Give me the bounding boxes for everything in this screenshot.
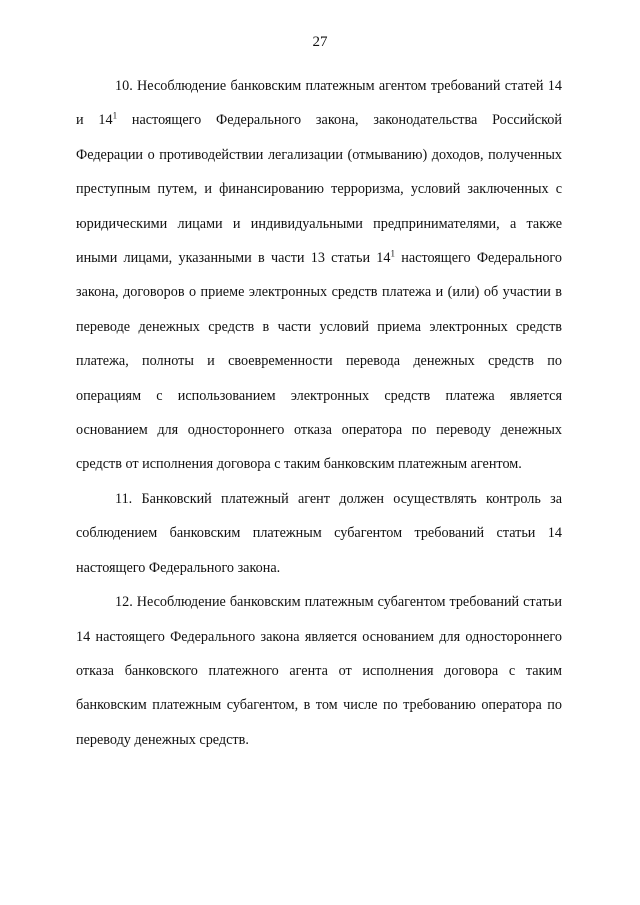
document-body (76, 69, 562, 757)
paragraph-11 (76, 482, 562, 585)
page-number: 27 (312, 34, 328, 50)
paragraph-text: 11. Банковский платежный агент должен осуществлять контроль за соблюдением банковским платежным субагентом требований статьи 14 настоящего Федерального закона. (76, 490, 562, 576)
paragraph-10 (76, 69, 562, 482)
superscript: 1 (112, 110, 118, 121)
paragraph-text: настоящего Федерального закона, законодательства Российской Федерации о противодействии легализации (отмыванию) доходов, полученных преступным путем, и финансированию терроризма, условий заключенных с юридическими лицами и индивидуальными предпринимателями, а также иными лицами, указанными в части 13 статьи 14 (76, 112, 562, 267)
paragraph-12 (76, 585, 562, 757)
superscript: 1 (390, 248, 395, 259)
paragraph-text: настоящего Федерального закона, договоров о приеме электронных средств платежа и (или) об участии в переводе денежных средств в части условий приема электронных средств платежа, полноты и своевременности перевода денежных средств по операциям с использованием электронных средств платежа является основанием для одностороннего отказа оператора по переводу денежных средств от исполнения договора с таким банковским платежным агентом. (76, 250, 562, 473)
paragraph-text: 12. Несоблюдение банковским платежным субагентом требований статьи 14 настоящего Федерального закона является основанием для одностороннего отказа банковского платежного агента от исполнения договора с таким банковским платежным субагентом, в том числе по требованию оператора по переводу денежных средств. (76, 594, 562, 748)
paragraph-text: 10. Несоблюдение банковским платежным агентом требований статей 14 и 14 (76, 78, 562, 129)
